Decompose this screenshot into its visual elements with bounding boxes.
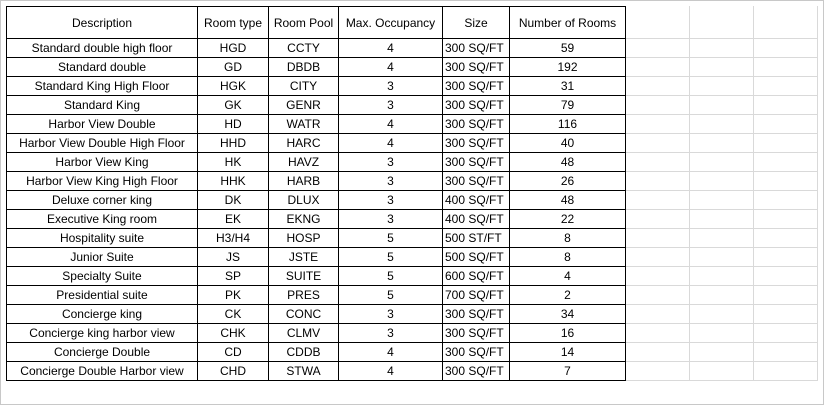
cell-room-type[interactable]: H3/H4	[198, 229, 269, 248]
cell-max-occupancy[interactable]: 4	[339, 115, 443, 134]
empty-cell[interactable]	[754, 115, 818, 134]
empty-cell[interactable]	[626, 343, 690, 362]
header-size[interactable]: Size	[443, 6, 510, 39]
empty-cell[interactable]	[626, 210, 690, 229]
empty-cell[interactable]	[754, 343, 818, 362]
cell-size[interactable]: 300 SQ/FT	[443, 343, 510, 362]
cell-size[interactable]: 300 SQ/FT	[443, 362, 510, 381]
cell-number-of-rooms[interactable]: 16	[510, 324, 626, 343]
cell-room-pool[interactable]: CLMV	[269, 324, 339, 343]
cell-number-of-rooms[interactable]: 34	[510, 305, 626, 324]
empty-cell[interactable]	[754, 134, 818, 153]
cell-number-of-rooms[interactable]: 4	[510, 267, 626, 286]
cell-number-of-rooms[interactable]: 8	[510, 229, 626, 248]
cell-room-type[interactable]: HGD	[198, 39, 269, 58]
empty-cell[interactable]	[754, 58, 818, 77]
empty-cell[interactable]	[690, 134, 754, 153]
cell-description[interactable]: Concierge king	[6, 305, 198, 324]
empty-cell[interactable]	[626, 77, 690, 96]
empty-cell[interactable]	[754, 267, 818, 286]
empty-cell[interactable]	[626, 248, 690, 267]
header-description[interactable]: Description	[6, 6, 198, 39]
cell-number-of-rooms[interactable]: 22	[510, 210, 626, 229]
cell-room-type[interactable]: JS	[198, 248, 269, 267]
empty-cell[interactable]	[690, 248, 754, 267]
cell-description[interactable]: Deluxe corner king	[6, 191, 198, 210]
cell-room-pool[interactable]: HARC	[269, 134, 339, 153]
cell-room-pool[interactable]: STWA	[269, 362, 339, 381]
cell-number-of-rooms[interactable]: 48	[510, 191, 626, 210]
cell-max-occupancy[interactable]: 3	[339, 153, 443, 172]
cell-max-occupancy[interactable]: 5	[339, 229, 443, 248]
cell-room-pool[interactable]: CDDB	[269, 343, 339, 362]
cell-number-of-rooms[interactable]: 26	[510, 172, 626, 191]
cell-room-pool[interactable]: DBDB	[269, 58, 339, 77]
cell-room-type[interactable]: DK	[198, 191, 269, 210]
cell-room-pool[interactable]: JSTE	[269, 248, 339, 267]
cell-number-of-rooms[interactable]: 192	[510, 58, 626, 77]
header-room-type[interactable]: Room type	[198, 6, 269, 39]
cell-max-occupancy[interactable]: 3	[339, 172, 443, 191]
cell-size[interactable]: 300 SQ/FT	[443, 115, 510, 134]
cell-description[interactable]: Specialty Suite	[6, 267, 198, 286]
empty-cell[interactable]	[626, 96, 690, 115]
empty-cell[interactable]	[754, 6, 818, 39]
empty-cell[interactable]	[626, 305, 690, 324]
cell-description[interactable]: Standard double	[6, 58, 198, 77]
empty-cell[interactable]	[690, 191, 754, 210]
cell-description[interactable]: Concierge Double	[6, 343, 198, 362]
empty-cell[interactable]	[754, 172, 818, 191]
cell-size[interactable]: 300 SQ/FT	[443, 134, 510, 153]
empty-cell[interactable]	[626, 58, 690, 77]
empty-cell[interactable]	[754, 153, 818, 172]
cell-number-of-rooms[interactable]: 79	[510, 96, 626, 115]
cell-room-pool[interactable]: PRES	[269, 286, 339, 305]
cell-number-of-rooms[interactable]: 116	[510, 115, 626, 134]
header-max-occupancy[interactable]: Max. Occupancy	[339, 6, 443, 39]
empty-cell[interactable]	[690, 58, 754, 77]
cell-number-of-rooms[interactable]: 40	[510, 134, 626, 153]
cell-size[interactable]: 300 SQ/FT	[443, 96, 510, 115]
cell-max-occupancy[interactable]: 5	[339, 286, 443, 305]
cell-number-of-rooms[interactable]: 14	[510, 343, 626, 362]
cell-room-type[interactable]: GK	[198, 96, 269, 115]
empty-cell[interactable]	[754, 39, 818, 58]
spreadsheet-grid	[6, 6, 818, 381]
cell-size[interactable]: 300 SQ/FT	[443, 324, 510, 343]
empty-cell[interactable]	[754, 286, 818, 305]
cell-description[interactable]: Executive King room	[6, 210, 198, 229]
cell-number-of-rooms[interactable]: 48	[510, 153, 626, 172]
cell-room-pool[interactable]: EKNG	[269, 210, 339, 229]
empty-cell[interactable]	[626, 134, 690, 153]
empty-cell[interactable]	[690, 210, 754, 229]
header-room-pool[interactable]: Room Pool	[269, 6, 339, 39]
cell-description[interactable]: Concierge king harbor view	[6, 324, 198, 343]
cell-max-occupancy[interactable]: 4	[339, 58, 443, 77]
empty-cell[interactable]	[754, 362, 818, 381]
empty-cell[interactable]	[690, 362, 754, 381]
empty-cell[interactable]	[690, 229, 754, 248]
empty-cell[interactable]	[626, 267, 690, 286]
empty-cell[interactable]	[690, 39, 754, 58]
cell-size[interactable]: 400 SQ/FT	[443, 191, 510, 210]
cell-room-pool[interactable]: CCTY	[269, 39, 339, 58]
cell-number-of-rooms[interactable]: 59	[510, 39, 626, 58]
cell-description[interactable]: Hospitality suite	[6, 229, 198, 248]
cell-room-type[interactable]: EK	[198, 210, 269, 229]
empty-cell[interactable]	[690, 172, 754, 191]
cell-max-occupancy[interactable]: 4	[339, 343, 443, 362]
cell-max-occupancy[interactable]: 4	[339, 362, 443, 381]
empty-cell[interactable]	[754, 210, 818, 229]
cell-room-type[interactable]: CK	[198, 305, 269, 324]
empty-cell[interactable]	[754, 191, 818, 210]
empty-cell[interactable]	[626, 115, 690, 134]
cell-description[interactable]: Concierge Double Harbor view	[6, 362, 198, 381]
empty-cell[interactable]	[690, 343, 754, 362]
empty-cell[interactable]	[626, 6, 690, 39]
cell-description[interactable]: Standard double high floor	[6, 39, 198, 58]
empty-cell[interactable]	[690, 153, 754, 172]
cell-room-pool[interactable]: DLUX	[269, 191, 339, 210]
cell-room-type[interactable]: CHK	[198, 324, 269, 343]
cell-room-type[interactable]: CD	[198, 343, 269, 362]
empty-cell[interactable]	[754, 248, 818, 267]
cell-size[interactable]: 400 SQ/FT	[443, 210, 510, 229]
cell-room-type[interactable]: HHD	[198, 134, 269, 153]
empty-cell[interactable]	[754, 229, 818, 248]
cell-max-occupancy[interactable]: 3	[339, 191, 443, 210]
cell-room-pool[interactable]: HOSP	[269, 229, 339, 248]
cell-room-pool[interactable]: CONC	[269, 305, 339, 324]
empty-cell[interactable]	[754, 77, 818, 96]
cell-room-pool[interactable]: GENR	[269, 96, 339, 115]
empty-cell[interactable]	[690, 115, 754, 134]
cell-description[interactable]: Presidential suite	[6, 286, 198, 305]
cell-max-occupancy[interactable]: 3	[339, 324, 443, 343]
cell-max-occupancy[interactable]: 3	[339, 96, 443, 115]
cell-room-type[interactable]: CHD	[198, 362, 269, 381]
cell-room-type[interactable]: SP	[198, 267, 269, 286]
cell-room-type[interactable]: HK	[198, 153, 269, 172]
cell-size[interactable]: 600 SQ/FT	[443, 267, 510, 286]
cell-size[interactable]: 300 SQ/FT	[443, 39, 510, 58]
empty-cell[interactable]	[626, 324, 690, 343]
cell-max-occupancy[interactable]: 4	[339, 134, 443, 153]
cell-description[interactable]: Standard King High Floor	[6, 77, 198, 96]
cell-room-pool[interactable]: HARB	[269, 172, 339, 191]
empty-cell[interactable]	[754, 305, 818, 324]
empty-cell[interactable]	[690, 267, 754, 286]
empty-cell[interactable]	[690, 324, 754, 343]
cell-size[interactable]: 300 SQ/FT	[443, 153, 510, 172]
cell-size[interactable]: 300 SQ/FT	[443, 172, 510, 191]
empty-cell[interactable]	[626, 362, 690, 381]
empty-cell[interactable]	[754, 324, 818, 343]
cell-description[interactable]: Harbor View King	[6, 153, 198, 172]
cell-number-of-rooms[interactable]: 7	[510, 362, 626, 381]
header-number-of-rooms[interactable]: Number of Rooms	[510, 6, 626, 39]
cell-room-pool[interactable]: WATR	[269, 115, 339, 134]
empty-cell[interactable]	[690, 286, 754, 305]
cell-number-of-rooms[interactable]: 8	[510, 248, 626, 267]
cell-size[interactable]: 500 ST/FT	[443, 229, 510, 248]
cell-room-type[interactable]: HHK	[198, 172, 269, 191]
empty-cell[interactable]	[626, 286, 690, 305]
cell-room-pool[interactable]: SUITE	[269, 267, 339, 286]
empty-cell[interactable]	[754, 96, 818, 115]
cell-max-occupancy[interactable]: 5	[339, 248, 443, 267]
cell-description[interactable]: Junior Suite	[6, 248, 198, 267]
cell-description[interactable]: Standard King	[6, 96, 198, 115]
empty-cell[interactable]	[690, 96, 754, 115]
cell-max-occupancy[interactable]: 4	[339, 39, 443, 58]
cell-number-of-rooms[interactable]: 31	[510, 77, 626, 96]
cell-max-occupancy[interactable]: 3	[339, 210, 443, 229]
empty-cell[interactable]	[626, 153, 690, 172]
cell-size[interactable]: 700 SQ/FT	[443, 286, 510, 305]
cell-description[interactable]: Harbor View Double	[6, 115, 198, 134]
cell-room-type[interactable]: GD	[198, 58, 269, 77]
cell-number-of-rooms[interactable]: 2	[510, 286, 626, 305]
cell-description[interactable]: Harbor View King High Floor	[6, 172, 198, 191]
cell-size[interactable]: 500 SQ/FT	[443, 248, 510, 267]
cell-size[interactable]: 300 SQ/FT	[443, 305, 510, 324]
empty-cell[interactable]	[690, 6, 754, 39]
cell-room-pool[interactable]: HAVZ	[269, 153, 339, 172]
empty-cell[interactable]	[626, 191, 690, 210]
empty-cell[interactable]	[690, 77, 754, 96]
cell-max-occupancy[interactable]: 3	[339, 77, 443, 96]
cell-max-occupancy[interactable]: 5	[339, 267, 443, 286]
empty-cell[interactable]	[626, 229, 690, 248]
cell-room-type[interactable]: PK	[198, 286, 269, 305]
empty-cell[interactable]	[626, 39, 690, 58]
cell-room-type[interactable]: HD	[198, 115, 269, 134]
empty-cell[interactable]	[626, 172, 690, 191]
cell-room-pool[interactable]: CITY	[269, 77, 339, 96]
cell-size[interactable]: 300 SQ/FT	[443, 58, 510, 77]
cell-room-type[interactable]: HGK	[198, 77, 269, 96]
cell-max-occupancy[interactable]: 3	[339, 305, 443, 324]
empty-cell[interactable]	[690, 305, 754, 324]
cell-description[interactable]: Harbor View Double High Floor	[6, 134, 198, 153]
cell-size[interactable]: 300 SQ/FT	[443, 77, 510, 96]
